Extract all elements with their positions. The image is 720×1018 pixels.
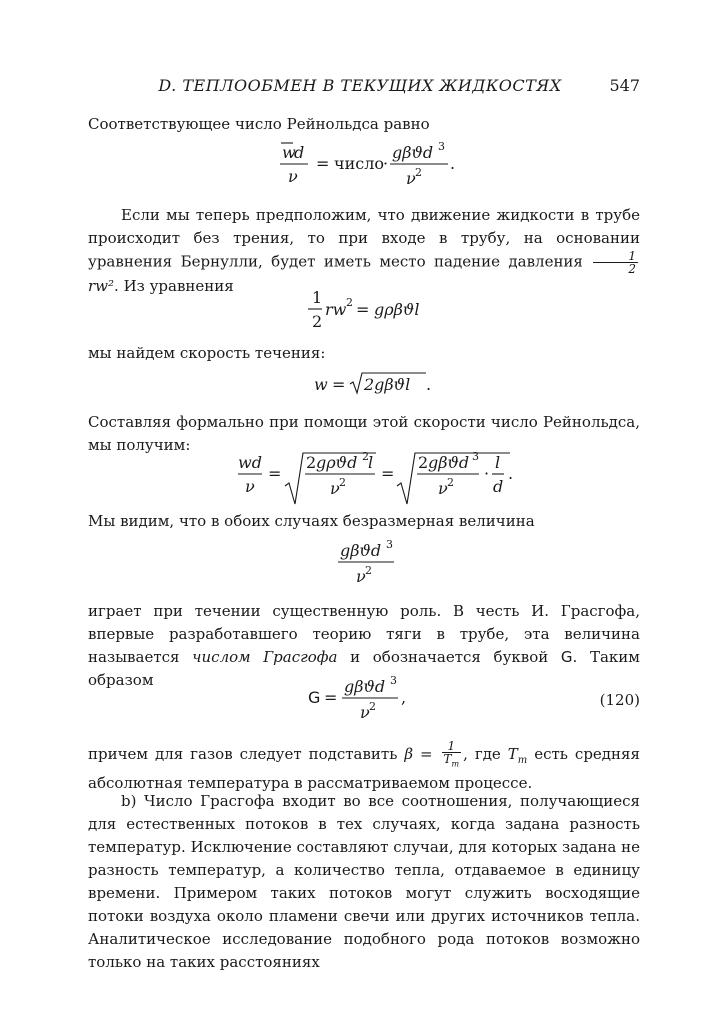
svg-text:=: = — [356, 300, 370, 319]
svg-text:ν: ν — [245, 477, 255, 496]
page-number: 547 — [609, 76, 640, 95]
svg-text:2: 2 — [362, 450, 369, 463]
svg-text:w: w — [314, 375, 328, 394]
paragraph-velocity-intro: мы найдем скорость течения: — [88, 344, 326, 362]
svg-text:gβϑd: gβϑd — [392, 143, 434, 162]
paragraph-gas-text-b: , где — [463, 745, 501, 764]
svg-text:l: l — [495, 453, 501, 472]
paragraph-gas-text-c: есть средняя абсолютная температура в рассматриваемом процессе. — [88, 745, 640, 793]
paragraph-gas-substitution — [88, 740, 640, 795]
svg-text:=: = — [324, 688, 338, 707]
equation-velocity — [312, 368, 452, 400]
grashof-symbol: G — [560, 648, 573, 666]
svg-text:·: · — [383, 154, 389, 173]
svg-text:2: 2 — [306, 453, 317, 472]
equation-word-chislo: число — [334, 154, 384, 173]
svg-text:ν: ν — [438, 479, 448, 498]
equation-reynolds — [280, 140, 480, 192]
paragraph-dimensionless: Мы видим, что в обоих случаях безразмерная величина — [88, 512, 535, 530]
paragraph-natural-convection: b) Число Грасгофа входит во все соотношения, получающиеся для естественных потоков в тех случаях, когда задана разность температур. Исключение составляют случаи, для которых задана не разность температур, а количество тепла, отдаваемое в единицу времени. Примером таких потоков могут служить восходящие потоки воздуха около пламени свечи или других источников тепла. Аналитическое исследование подобного рода потоков возможно только на таких расстояниях — [88, 792, 640, 971]
paragraph-reynolds-formal: Составляя формально при помощи этой скорости число Рейнольдса, мы получим: — [88, 413, 640, 454]
svg-text:=: = — [268, 464, 282, 483]
formula-beta: β = — [404, 745, 433, 764]
symbol-tm: $T_m$ — [507, 745, 528, 767]
svg-text:2: 2 — [312, 312, 323, 331]
svg-text:gβϑd: gβϑd — [428, 453, 470, 472]
formula-rw2: rw² — [88, 277, 115, 295]
svg-text:gβϑd: gβϑd — [340, 541, 382, 560]
paragraph-reynolds-intro: Соответствующее число Рейнольдса равно — [88, 115, 430, 133]
svg-text:2: 2 — [365, 564, 372, 577]
equation-bernoulli — [308, 288, 448, 338]
svg-text:3: 3 — [386, 538, 393, 551]
paragraph-grashof-text-b: и обозначается буквой — [350, 648, 549, 666]
running-header-title: D. ТЕПЛООБМЕН В ТЕКУЩИХ ЖИДКОСТЯХ — [158, 76, 562, 95]
svg-text:G: G — [308, 688, 321, 707]
svg-text:gρϑd: gρϑd — [316, 453, 358, 472]
equation-reynolds-formal — [238, 450, 528, 508]
svg-text:2: 2 — [339, 476, 346, 489]
svg-text:ν: ν — [406, 169, 416, 188]
svg-text:3: 3 — [390, 674, 397, 687]
svg-text:w: w — [282, 143, 296, 162]
svg-text:.: . — [426, 375, 432, 394]
svg-text:wd: wd — [238, 453, 262, 472]
equation-number: (120) — [599, 691, 640, 709]
svg-text:2: 2 — [369, 700, 376, 713]
svg-text:3: 3 — [438, 140, 445, 153]
paragraph-bernoulli-text: Если мы теперь предположим, что движение жидкости в трубе происходит без трения, то при входе в трубу, на основании уравнения Бернулли, будет иметь место падение давления — [88, 206, 640, 271]
svg-text:=: = — [381, 464, 395, 483]
svg-text:d: d — [294, 143, 305, 162]
paragraph-bernoulli — [88, 204, 640, 298]
svg-text:gβϑd: gβϑd — [344, 677, 386, 696]
svg-text:2gβϑl: 2gβϑl — [364, 375, 411, 394]
svg-text:gρβϑl: gρβϑl — [374, 300, 420, 319]
svg-text:=: = — [332, 375, 346, 394]
svg-text:1: 1 — [312, 288, 323, 307]
svg-text:3: 3 — [472, 450, 479, 463]
paragraph-grashof-text: играет при течении существенную роль. В честь И. Грасгофа, впервые разработавшего теорию тяги в трубе, эта величина называется — [88, 602, 640, 666]
svg-text:2: 2 — [346, 296, 353, 309]
fraction-one-half: $\frac{1}{2}$ — [593, 250, 638, 275]
svg-text:·: · — [484, 464, 490, 483]
svg-text:=: = — [316, 154, 330, 173]
svg-text:.: . — [508, 464, 514, 483]
svg-text:d: d — [493, 477, 504, 496]
paragraph-bernoulli-tail: . Из уравнения — [114, 277, 234, 295]
svg-text:2: 2 — [418, 453, 429, 472]
svg-text:ν: ν — [330, 479, 340, 498]
svg-text:,: , — [401, 688, 407, 707]
svg-text:.: . — [450, 154, 456, 173]
svg-text:ν: ν — [360, 703, 370, 722]
svg-text:ν: ν — [356, 567, 366, 586]
paragraph-gas-text: причем для газов следует подставить — [88, 745, 398, 764]
equation-grashof-term — [338, 538, 418, 588]
svg-text:2: 2 — [447, 476, 454, 489]
equation-grashof-definition — [308, 674, 428, 724]
fraction-one-over-tm: $\frac{1}{T_m}$ — [443, 739, 460, 769]
svg-text:l: l — [368, 453, 374, 472]
svg-text:rw: rw — [325, 300, 347, 319]
svg-text:ν: ν — [288, 167, 298, 186]
paragraph-grashof-text-c: . Таким образом — [88, 648, 640, 689]
svg-text:2: 2 — [415, 166, 422, 179]
grashof-term-emphasis: числом Грасгофа — [192, 648, 338, 666]
